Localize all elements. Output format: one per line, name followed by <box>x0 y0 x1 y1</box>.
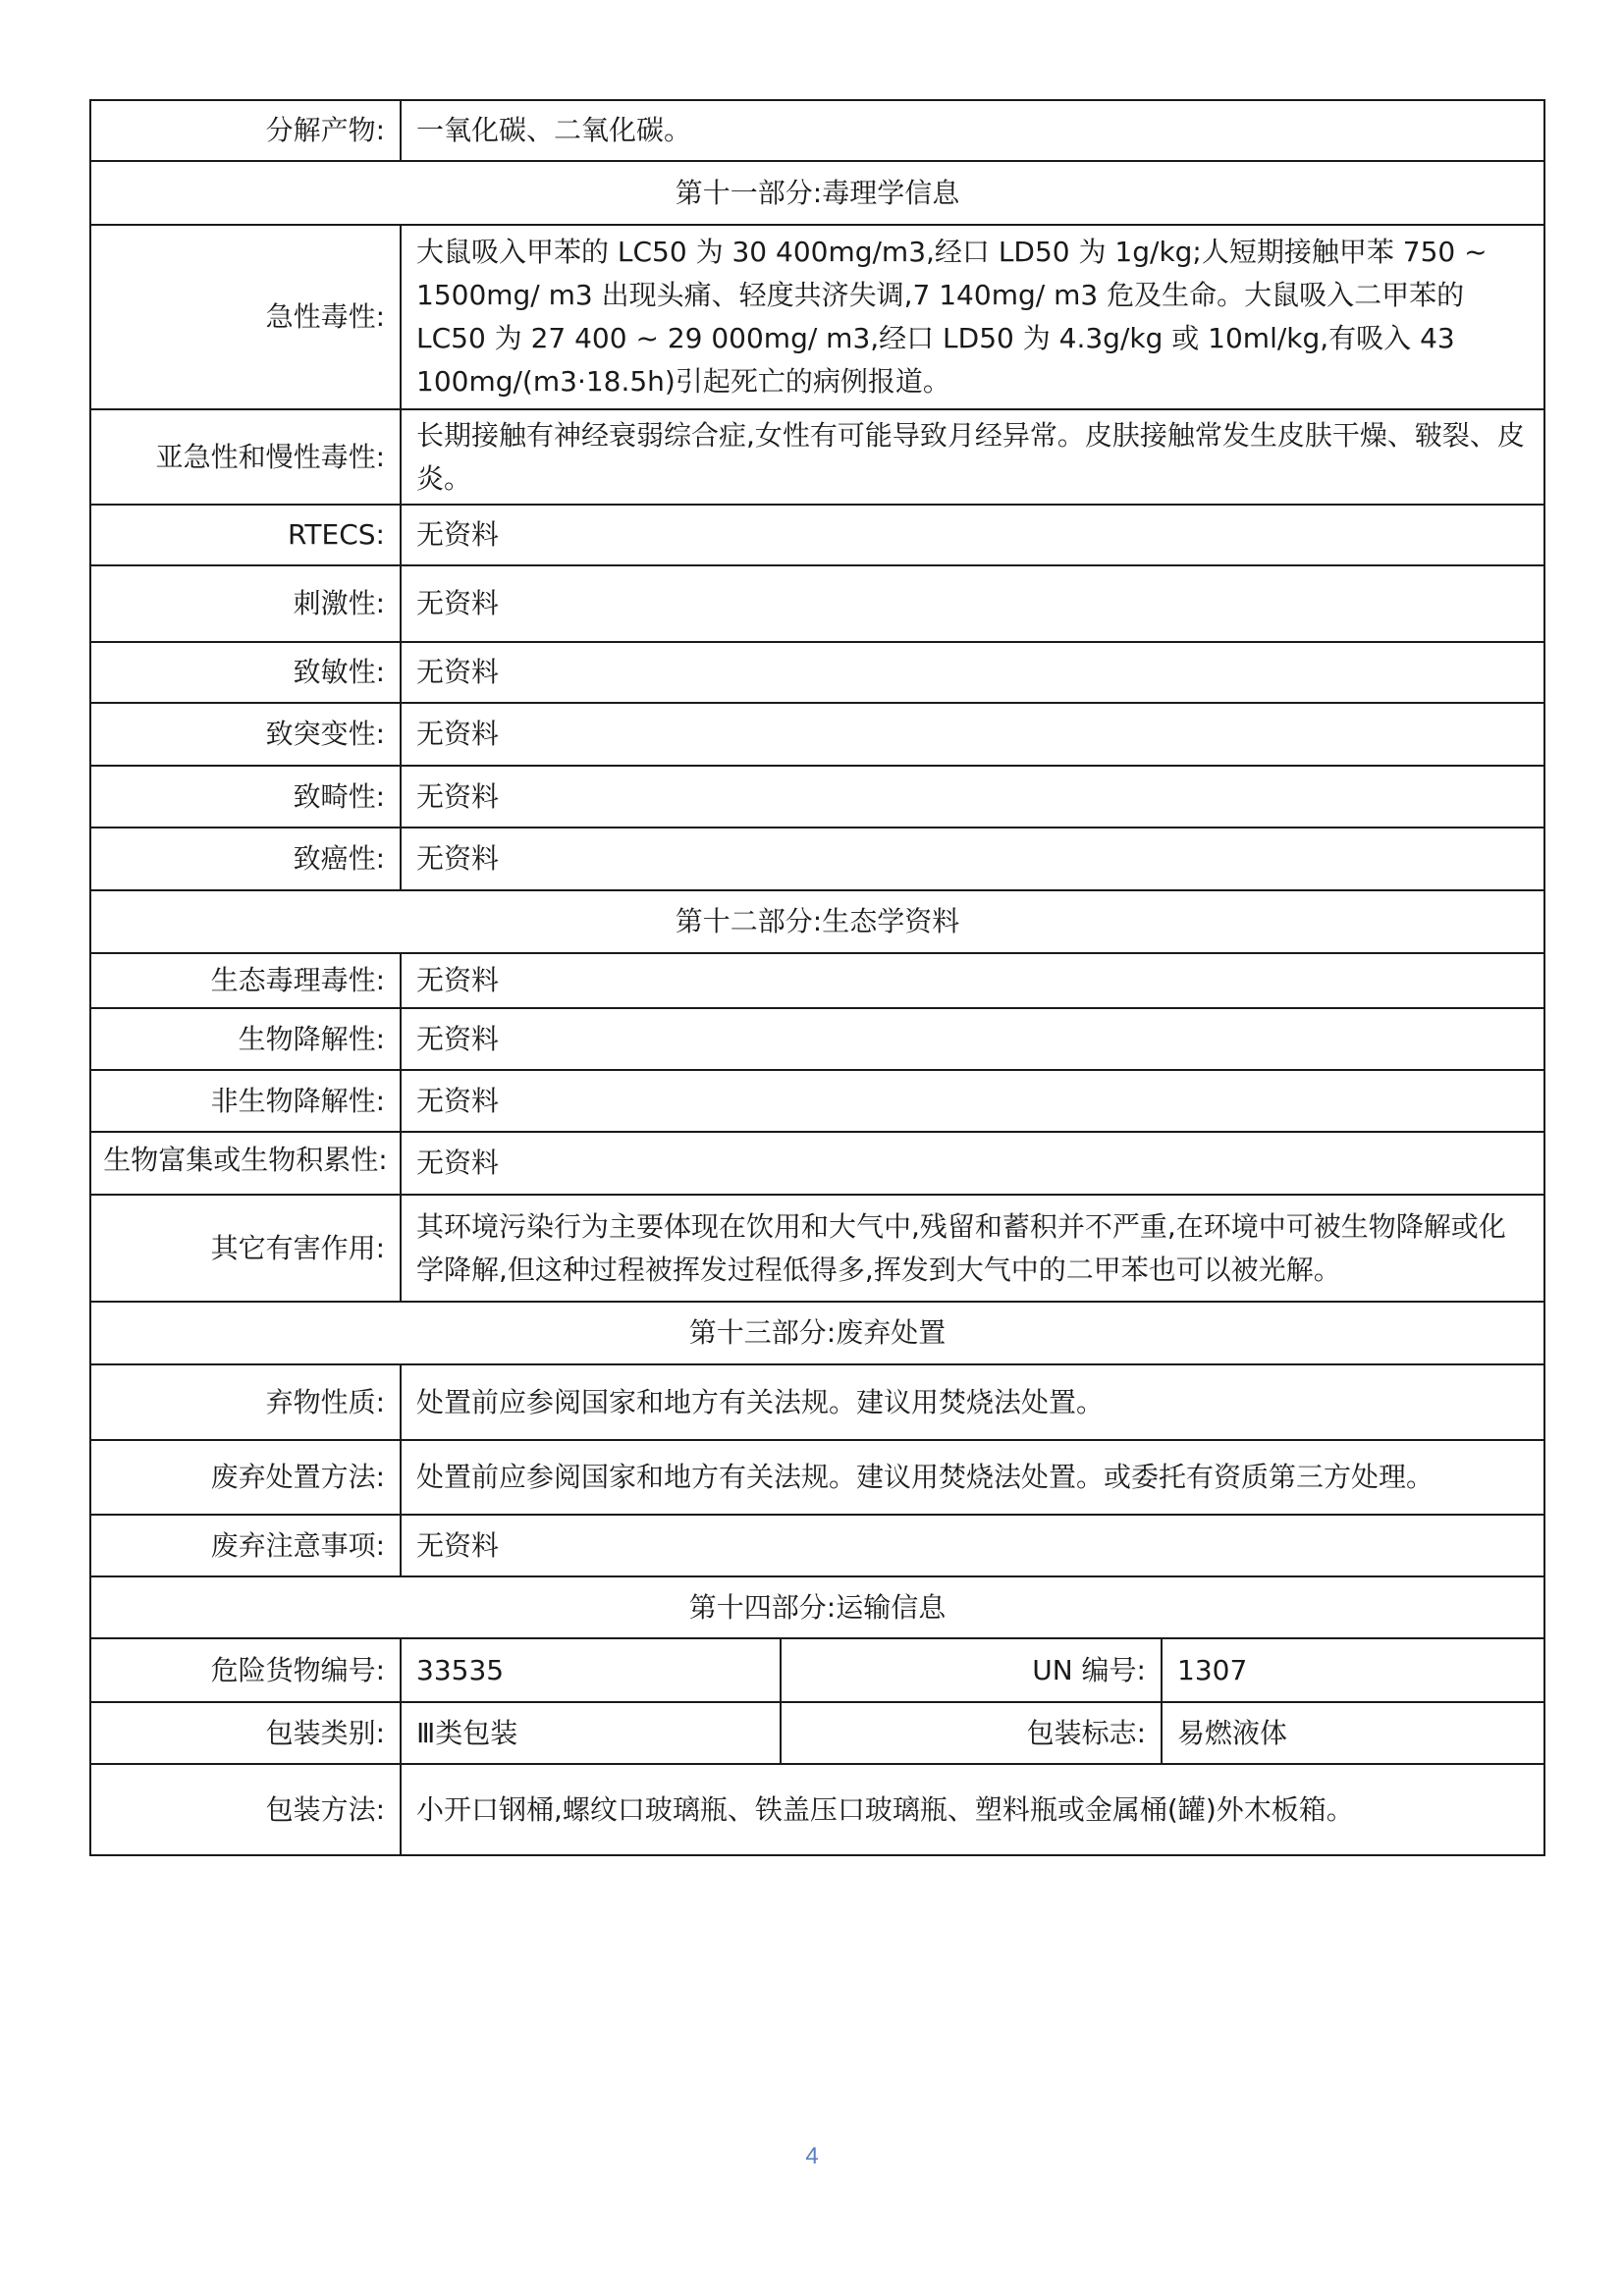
decomposition-label: 分解产物: <box>90 100 401 161</box>
decomposition-value: 一氧化碳、二氧化碳。 <box>401 100 1544 161</box>
page-number: 4 <box>805 2143 819 2169</box>
row-waste-method <box>90 1440 1544 1515</box>
sds-table <box>89 99 1545 1856</box>
waste-method-label: 废弃处置方法: <box>90 1440 401 1515</box>
row-mutagenicity <box>90 703 1544 766</box>
mutagenicity-value: 无资料 <box>401 703 1544 766</box>
row-pack-group <box>90 1702 1544 1764</box>
row-teratogenicity <box>90 766 1544 828</box>
section-13-title: 第十三部分:废弃处置 <box>90 1302 1544 1364</box>
row-chronic-toxicity <box>90 409 1544 505</box>
dg-number-label: 危险货物编号: <box>90 1638 401 1702</box>
section-12-header <box>90 890 1544 953</box>
carcinogenicity-value: 无资料 <box>401 828 1544 890</box>
sensitization-label: 致敏性: <box>90 642 401 703</box>
teratogenicity-label: 致畸性: <box>90 766 401 828</box>
irritation-label: 刺激性: <box>90 565 401 642</box>
ecotoxicity-value: 无资料 <box>401 953 1544 1008</box>
un-number-label: UN 编号: <box>781 1638 1162 1702</box>
abiotic-degradation-label: 非生物降解性: <box>90 1070 401 1132</box>
row-rtecs <box>90 505 1544 565</box>
section-14-title: 第十四部分:运输信息 <box>90 1576 1544 1638</box>
pack-group-label: 包装类别: <box>90 1702 401 1764</box>
waste-nature-value: 处置前应参阅国家和地方有关法规。建议用焚烧法处置。 <box>401 1364 1544 1440</box>
mutagenicity-label: 致突变性: <box>90 703 401 766</box>
row-ecotoxicity <box>90 953 1544 1008</box>
section-11-header <box>90 161 1544 225</box>
biodegradability-label: 生物降解性: <box>90 1008 401 1070</box>
carcinogenicity-label: 致癌性: <box>90 828 401 890</box>
pack-group-value: Ⅲ类包装 <box>401 1702 781 1764</box>
row-sensitization <box>90 642 1544 703</box>
pack-mark-value: 易燃液体 <box>1162 1702 1544 1764</box>
row-biodegradability <box>90 1008 1544 1070</box>
abiotic-degradation-value: 无资料 <box>401 1070 1544 1132</box>
rtecs-label: RTECS: <box>90 505 401 565</box>
row-waste-notes <box>90 1515 1544 1576</box>
teratogenicity-value: 无资料 <box>401 766 1544 828</box>
un-number-value: 1307 <box>1162 1638 1544 1702</box>
sensitization-value: 无资料 <box>401 642 1544 703</box>
row-bioaccumulation <box>90 1132 1544 1195</box>
bioaccumulation-label: 生物富集或生物积累性: <box>90 1132 401 1195</box>
acute-toxicity-value: 大鼠吸入甲苯的 LC50 为 30 400mg/m3,经口 LD50 为 1g/kg;人短期接触甲苯 750 ~ 1500mg/ m3 出现头痛、轻度共济失调,7 140mg/ m3 危及生命。大鼠吸入二甲苯的 LC50 为 27 400 ~ 29 000mg/ m3,经口 LD50 为 4.3g/kg 或 10ml/kg,有吸入 43 100mg/(m3·18.5h)引起死亡的病例报道。 <box>401 225 1544 409</box>
row-irritation <box>90 565 1544 642</box>
waste-notes-value: 无资料 <box>401 1515 1544 1576</box>
acute-toxicity-label: 急性毒性: <box>90 225 401 409</box>
pack-method-label: 包装方法: <box>90 1764 401 1855</box>
row-dg-number <box>90 1638 1544 1702</box>
section-13-header <box>90 1302 1544 1364</box>
row-pack-method <box>90 1764 1544 1855</box>
other-hazards-label: 其它有害作用: <box>90 1195 401 1302</box>
biodegradability-value: 无资料 <box>401 1008 1544 1070</box>
section-14-header <box>90 1576 1544 1638</box>
chronic-toxicity-label: 亚急性和慢性毒性: <box>90 409 401 505</box>
pack-mark-label: 包装标志: <box>781 1702 1162 1764</box>
rtecs-value: 无资料 <box>401 505 1544 565</box>
row-carcinogenicity <box>90 828 1544 890</box>
section-12-title: 第十二部分:生态学资料 <box>90 890 1544 953</box>
row-other-hazards <box>90 1195 1544 1302</box>
waste-method-value: 处置前应参阅国家和地方有关法规。建议用焚烧法处置。或委托有资质第三方处理。 <box>401 1440 1544 1515</box>
row-acute-toxicity <box>90 225 1544 409</box>
row-decomposition <box>90 100 1544 161</box>
chronic-toxicity-value: 长期接触有神经衰弱综合症,女性有可能导致月经异常。皮肤接触常发生皮肤干燥、皲裂、皮炎。 <box>401 409 1544 505</box>
other-hazards-value: 其环境污染行为主要体现在饮用和大气中,残留和蓄积并不严重,在环境中可被生物降解或化学降解,但这种过程被挥发过程低得多,挥发到大气中的二甲苯也可以被光解。 <box>401 1195 1544 1302</box>
row-abiotic-degradation <box>90 1070 1544 1132</box>
bioaccumulation-value: 无资料 <box>401 1132 1544 1195</box>
pack-method-value: 小开口钢桶,螺纹口玻璃瓶、铁盖压口玻璃瓶、塑料瓶或金属桶(罐)外木板箱。 <box>401 1764 1544 1855</box>
waste-nature-label: 弃物性质: <box>90 1364 401 1440</box>
section-11-title: 第十一部分:毒理学信息 <box>90 161 1544 225</box>
dg-number-value: 33535 <box>401 1638 781 1702</box>
irritation-value: 无资料 <box>401 565 1544 642</box>
waste-notes-label: 废弃注意事项: <box>90 1515 401 1576</box>
ecotoxicity-label: 生态毒理毒性: <box>90 953 401 1008</box>
row-waste-nature <box>90 1364 1544 1440</box>
